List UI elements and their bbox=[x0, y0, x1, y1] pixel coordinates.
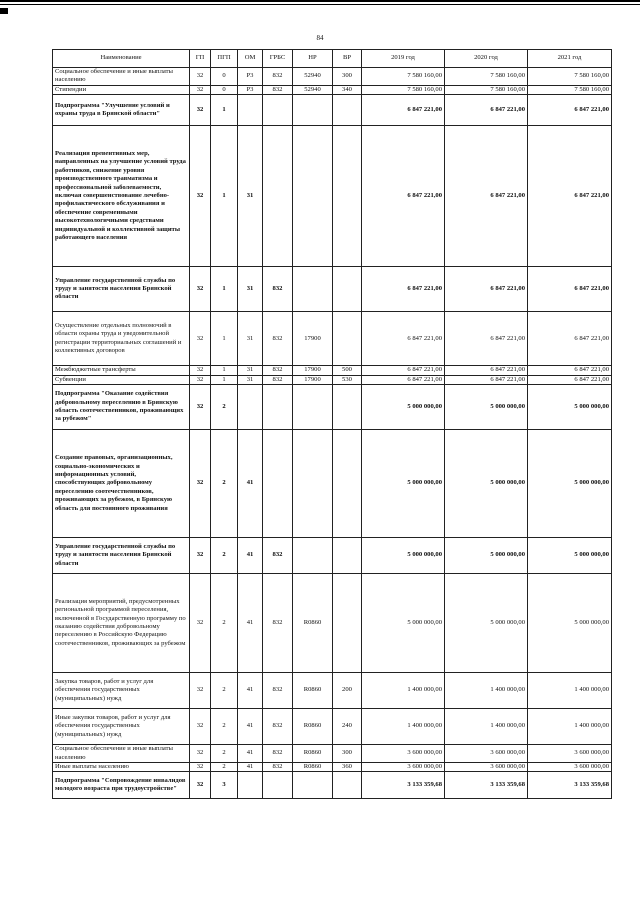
cell-pgp: 2 bbox=[211, 385, 238, 430]
cell-om: 41 bbox=[238, 574, 263, 673]
cell-om bbox=[238, 95, 263, 126]
cell-y2019: 3 600 000,00 bbox=[362, 745, 445, 763]
cell-om: 41 bbox=[238, 430, 263, 538]
cell-nr: 17900 bbox=[293, 375, 333, 384]
header-2021: 2021 год bbox=[528, 50, 612, 68]
cell-pgp: 2 bbox=[211, 763, 238, 772]
cell-vr bbox=[333, 95, 362, 126]
cell-y2019: 5 000 000,00 bbox=[362, 574, 445, 673]
cell-gp: 32 bbox=[190, 85, 211, 94]
cell-nr: R0860 bbox=[293, 709, 333, 745]
cell-y2021: 3 600 000,00 bbox=[528, 745, 612, 763]
cell-y2021: 6 847 221,00 bbox=[528, 95, 612, 126]
cell-om: 41 bbox=[238, 673, 263, 709]
cell-om: 31 bbox=[238, 126, 263, 267]
cell-y2021: 7 580 160,00 bbox=[528, 85, 612, 94]
page-number: 84 bbox=[316, 34, 324, 42]
header-name: Наименование bbox=[53, 50, 190, 68]
cell-y2020: 1 400 000,00 bbox=[445, 709, 528, 745]
cell-y2020: 3 600 000,00 bbox=[445, 745, 528, 763]
cell-nr: 52940 bbox=[293, 68, 333, 86]
cell-name: Подпрограмма "Улучшение условий и охраны труда в Брянской области" bbox=[53, 95, 190, 126]
cell-name: Субвенции bbox=[53, 375, 190, 384]
cell-name: Социальное обеспечение и иные выплаты населению bbox=[53, 745, 190, 763]
cell-y2020: 5 000 000,00 bbox=[445, 574, 528, 673]
cell-vr bbox=[333, 574, 362, 673]
cell-y2019: 7 580 160,00 bbox=[362, 85, 445, 94]
cell-gp: 32 bbox=[190, 709, 211, 745]
cell-om: 41 bbox=[238, 709, 263, 745]
cell-grbs bbox=[263, 772, 293, 799]
cell-gp: 32 bbox=[190, 375, 211, 384]
cell-om: 31 bbox=[238, 267, 263, 312]
cell-pgp: 3 bbox=[211, 772, 238, 799]
cell-y2020: 7 580 160,00 bbox=[445, 85, 528, 94]
cell-gp: 32 bbox=[190, 772, 211, 799]
cell-name: Закупка товаров, работ и услуг для обеспечения государственных (муниципальных) нужд bbox=[53, 673, 190, 709]
cell-name: Межбюджетные трансферты bbox=[53, 366, 190, 375]
cell-vr: 200 bbox=[333, 673, 362, 709]
table-row bbox=[53, 95, 612, 126]
cell-grbs: 832 bbox=[263, 375, 293, 384]
cell-om: 41 bbox=[238, 745, 263, 763]
cell-y2020: 6 847 221,00 bbox=[445, 126, 528, 267]
cell-grbs: 832 bbox=[263, 68, 293, 86]
cell-name: Подпрограмма "Сопровождение инвалидов молодого возраста при трудоустройстве" bbox=[53, 772, 190, 799]
table-row bbox=[53, 430, 612, 538]
header-grbs: ГРБС bbox=[263, 50, 293, 68]
cell-vr: 240 bbox=[333, 709, 362, 745]
cell-y2021: 6 847 221,00 bbox=[528, 267, 612, 312]
cell-nr bbox=[293, 538, 333, 574]
cell-grbs: 832 bbox=[263, 763, 293, 772]
cell-y2020: 6 847 221,00 bbox=[445, 95, 528, 126]
table-row bbox=[53, 126, 612, 267]
cell-grbs: 832 bbox=[263, 709, 293, 745]
cell-y2021: 6 847 221,00 bbox=[528, 366, 612, 375]
cell-grbs: 832 bbox=[263, 574, 293, 673]
cell-y2020: 6 847 221,00 bbox=[445, 375, 528, 384]
cell-vr bbox=[333, 267, 362, 312]
cell-nr bbox=[293, 126, 333, 267]
cell-nr: R0860 bbox=[293, 673, 333, 709]
cell-vr: 300 bbox=[333, 68, 362, 86]
cell-grbs: 832 bbox=[263, 267, 293, 312]
cell-gp: 32 bbox=[190, 95, 211, 126]
cell-pgp: 1 bbox=[211, 95, 238, 126]
cell-name: Иные выплаты населению bbox=[53, 763, 190, 772]
cell-y2020: 3 133 359,68 bbox=[445, 772, 528, 799]
table-row bbox=[53, 366, 612, 375]
cell-om: P3 bbox=[238, 68, 263, 86]
table-row bbox=[53, 85, 612, 94]
cell-vr bbox=[333, 126, 362, 267]
cell-grbs: 832 bbox=[263, 85, 293, 94]
cell-pgp: 2 bbox=[211, 574, 238, 673]
header-nr: НР bbox=[293, 50, 333, 68]
cell-nr: 17900 bbox=[293, 366, 333, 375]
table-row bbox=[53, 267, 612, 312]
cell-nr bbox=[293, 95, 333, 126]
cell-y2021: 5 000 000,00 bbox=[528, 385, 612, 430]
cell-y2019: 5 000 000,00 bbox=[362, 430, 445, 538]
table-row bbox=[53, 574, 612, 673]
cell-y2020: 7 580 160,00 bbox=[445, 68, 528, 86]
cell-pgp: 0 bbox=[211, 68, 238, 86]
cell-gp: 32 bbox=[190, 763, 211, 772]
cell-y2019: 1 400 000,00 bbox=[362, 673, 445, 709]
cell-gp: 32 bbox=[190, 430, 211, 538]
cell-grbs: 832 bbox=[263, 312, 293, 366]
cell-gp: 32 bbox=[190, 312, 211, 366]
cell-pgp: 2 bbox=[211, 673, 238, 709]
scan-top-rule bbox=[0, 0, 640, 2]
budget-table bbox=[52, 49, 612, 799]
cell-pgp: 1 bbox=[211, 366, 238, 375]
cell-gp: 32 bbox=[190, 574, 211, 673]
cell-name: Реализация мероприятий, предусмотренных региональной программой переселения, включенной в Государственную программу по оказанию содействия добровольному переселению в Российскую Федерацию соотечественников, проживающих за рубежом bbox=[53, 574, 190, 673]
cell-name: Управление государственной службы по труду и занятости населения Брянской области bbox=[53, 538, 190, 574]
cell-vr bbox=[333, 385, 362, 430]
cell-pgp: 1 bbox=[211, 267, 238, 312]
cell-nr: 17900 bbox=[293, 312, 333, 366]
cell-nr: R0860 bbox=[293, 574, 333, 673]
cell-y2020: 3 600 000,00 bbox=[445, 763, 528, 772]
cell-y2019: 6 847 221,00 bbox=[362, 267, 445, 312]
scan-corner-mark bbox=[0, 8, 8, 14]
cell-name: Создание правовых, организационных, социально-экономических и информационных условий, способствующих добровольному переселению соотечественников, проживающих за рубежом, в Брянскую область для постоянного проживания bbox=[53, 430, 190, 538]
cell-y2019: 1 400 000,00 bbox=[362, 709, 445, 745]
cell-y2021: 6 847 221,00 bbox=[528, 375, 612, 384]
cell-om: 31 bbox=[238, 366, 263, 375]
cell-y2020: 6 847 221,00 bbox=[445, 366, 528, 375]
cell-gp: 32 bbox=[190, 126, 211, 267]
cell-y2021: 5 000 000,00 bbox=[528, 430, 612, 538]
cell-name: Стипендии bbox=[53, 85, 190, 94]
cell-y2020: 5 000 000,00 bbox=[445, 538, 528, 574]
scan-top-rule-thin bbox=[0, 4, 640, 5]
cell-nr bbox=[293, 772, 333, 799]
cell-name: Подпрограмма "Оказание содействия добровольному переселению в Брянскую область соотечественников, проживающих за рубежом" bbox=[53, 385, 190, 430]
cell-y2020: 6 847 221,00 bbox=[445, 267, 528, 312]
cell-pgp: 0 bbox=[211, 85, 238, 94]
cell-vr: 360 bbox=[333, 763, 362, 772]
cell-grbs: 832 bbox=[263, 538, 293, 574]
cell-y2021: 3 600 000,00 bbox=[528, 763, 612, 772]
cell-y2019: 6 847 221,00 bbox=[362, 375, 445, 384]
cell-pgp: 2 bbox=[211, 745, 238, 763]
cell-pgp: 1 bbox=[211, 375, 238, 384]
header-2020: 2020 год bbox=[445, 50, 528, 68]
cell-gp: 32 bbox=[190, 267, 211, 312]
cell-om: 31 bbox=[238, 312, 263, 366]
cell-grbs: 832 bbox=[263, 366, 293, 375]
cell-grbs: 832 bbox=[263, 745, 293, 763]
cell-om: 41 bbox=[238, 538, 263, 574]
cell-name: Иные закупки товаров, работ и услуг для обеспечения государственных (муниципальных) нужд bbox=[53, 709, 190, 745]
cell-om: 31 bbox=[238, 375, 263, 384]
cell-y2020: 1 400 000,00 bbox=[445, 673, 528, 709]
cell-vr: 500 bbox=[333, 366, 362, 375]
cell-name: Социальное обеспечение и иные выплаты населению bbox=[53, 68, 190, 86]
table-row bbox=[53, 68, 612, 86]
header-om: ОМ bbox=[238, 50, 263, 68]
cell-y2019: 3 133 359,68 bbox=[362, 772, 445, 799]
header-2019: 2019 год bbox=[362, 50, 445, 68]
cell-nr bbox=[293, 267, 333, 312]
cell-gp: 32 bbox=[190, 68, 211, 86]
cell-vr bbox=[333, 772, 362, 799]
cell-y2019: 3 600 000,00 bbox=[362, 763, 445, 772]
table-row bbox=[53, 538, 612, 574]
cell-y2019: 5 000 000,00 bbox=[362, 538, 445, 574]
cell-y2019: 5 000 000,00 bbox=[362, 385, 445, 430]
cell-name: Управление государственной службы по труду и занятости населения Брянской области bbox=[53, 267, 190, 312]
cell-vr bbox=[333, 538, 362, 574]
cell-nr bbox=[293, 430, 333, 538]
cell-name: Реализация превентивных мер, направленных на улучшение условий труда работников, снижение уровня производственного травматизма и профессиональной заболеваемости, включая совершенствование лечебно-профилактического обслуживания и обеспечение современными высокотехнологичными средствами индивидуальной и коллективной защиты работающего населения bbox=[53, 126, 190, 267]
cell-vr: 340 bbox=[333, 85, 362, 94]
cell-gp: 32 bbox=[190, 538, 211, 574]
cell-pgp: 2 bbox=[211, 430, 238, 538]
cell-y2020: 5 000 000,00 bbox=[445, 385, 528, 430]
cell-y2019: 6 847 221,00 bbox=[362, 366, 445, 375]
cell-grbs bbox=[263, 430, 293, 538]
table-row bbox=[53, 385, 612, 430]
header-vr: ВР bbox=[333, 50, 362, 68]
cell-y2019: 7 580 160,00 bbox=[362, 68, 445, 86]
cell-vr bbox=[333, 430, 362, 538]
cell-gp: 32 bbox=[190, 385, 211, 430]
table-row bbox=[53, 709, 612, 745]
cell-y2021: 7 580 160,00 bbox=[528, 68, 612, 86]
table-row bbox=[53, 772, 612, 799]
cell-pgp: 1 bbox=[211, 126, 238, 267]
cell-y2021: 6 847 221,00 bbox=[528, 126, 612, 267]
cell-grbs bbox=[263, 126, 293, 267]
cell-om bbox=[238, 772, 263, 799]
header-pgp: ПГП bbox=[211, 50, 238, 68]
cell-y2019: 6 847 221,00 bbox=[362, 312, 445, 366]
cell-nr: R0860 bbox=[293, 745, 333, 763]
cell-y2021: 5 000 000,00 bbox=[528, 574, 612, 673]
cell-vr: 300 bbox=[333, 745, 362, 763]
cell-pgp: 2 bbox=[211, 709, 238, 745]
cell-y2021: 6 847 221,00 bbox=[528, 312, 612, 366]
table-row bbox=[53, 745, 612, 763]
cell-y2020: 5 000 000,00 bbox=[445, 430, 528, 538]
cell-vr bbox=[333, 312, 362, 366]
table-row bbox=[53, 763, 612, 772]
cell-om bbox=[238, 385, 263, 430]
header-gp: ГП bbox=[190, 50, 211, 68]
cell-gp: 32 bbox=[190, 366, 211, 375]
table-row bbox=[53, 375, 612, 384]
cell-nr bbox=[293, 385, 333, 430]
cell-pgp: 1 bbox=[211, 312, 238, 366]
table-row bbox=[53, 673, 612, 709]
cell-pgp: 2 bbox=[211, 538, 238, 574]
cell-grbs bbox=[263, 385, 293, 430]
cell-name: Осуществление отдельных полномочий в области охраны труда и уведомительной регистрации территориальных соглашений и коллективных договоров bbox=[53, 312, 190, 366]
cell-om: P3 bbox=[238, 85, 263, 94]
table-header-row bbox=[53, 50, 612, 68]
cell-y2019: 6 847 221,00 bbox=[362, 95, 445, 126]
cell-y2020: 6 847 221,00 bbox=[445, 312, 528, 366]
cell-nr: 52940 bbox=[293, 85, 333, 94]
cell-y2021: 3 133 359,68 bbox=[528, 772, 612, 799]
cell-y2021: 1 400 000,00 bbox=[528, 709, 612, 745]
cell-vr: 530 bbox=[333, 375, 362, 384]
cell-y2021: 1 400 000,00 bbox=[528, 673, 612, 709]
cell-grbs bbox=[263, 95, 293, 126]
table-row bbox=[53, 312, 612, 366]
cell-y2021: 5 000 000,00 bbox=[528, 538, 612, 574]
cell-y2019: 6 847 221,00 bbox=[362, 126, 445, 267]
cell-grbs: 832 bbox=[263, 673, 293, 709]
cell-om: 41 bbox=[238, 763, 263, 772]
cell-nr: R0860 bbox=[293, 763, 333, 772]
cell-gp: 32 bbox=[190, 745, 211, 763]
cell-gp: 32 bbox=[190, 673, 211, 709]
